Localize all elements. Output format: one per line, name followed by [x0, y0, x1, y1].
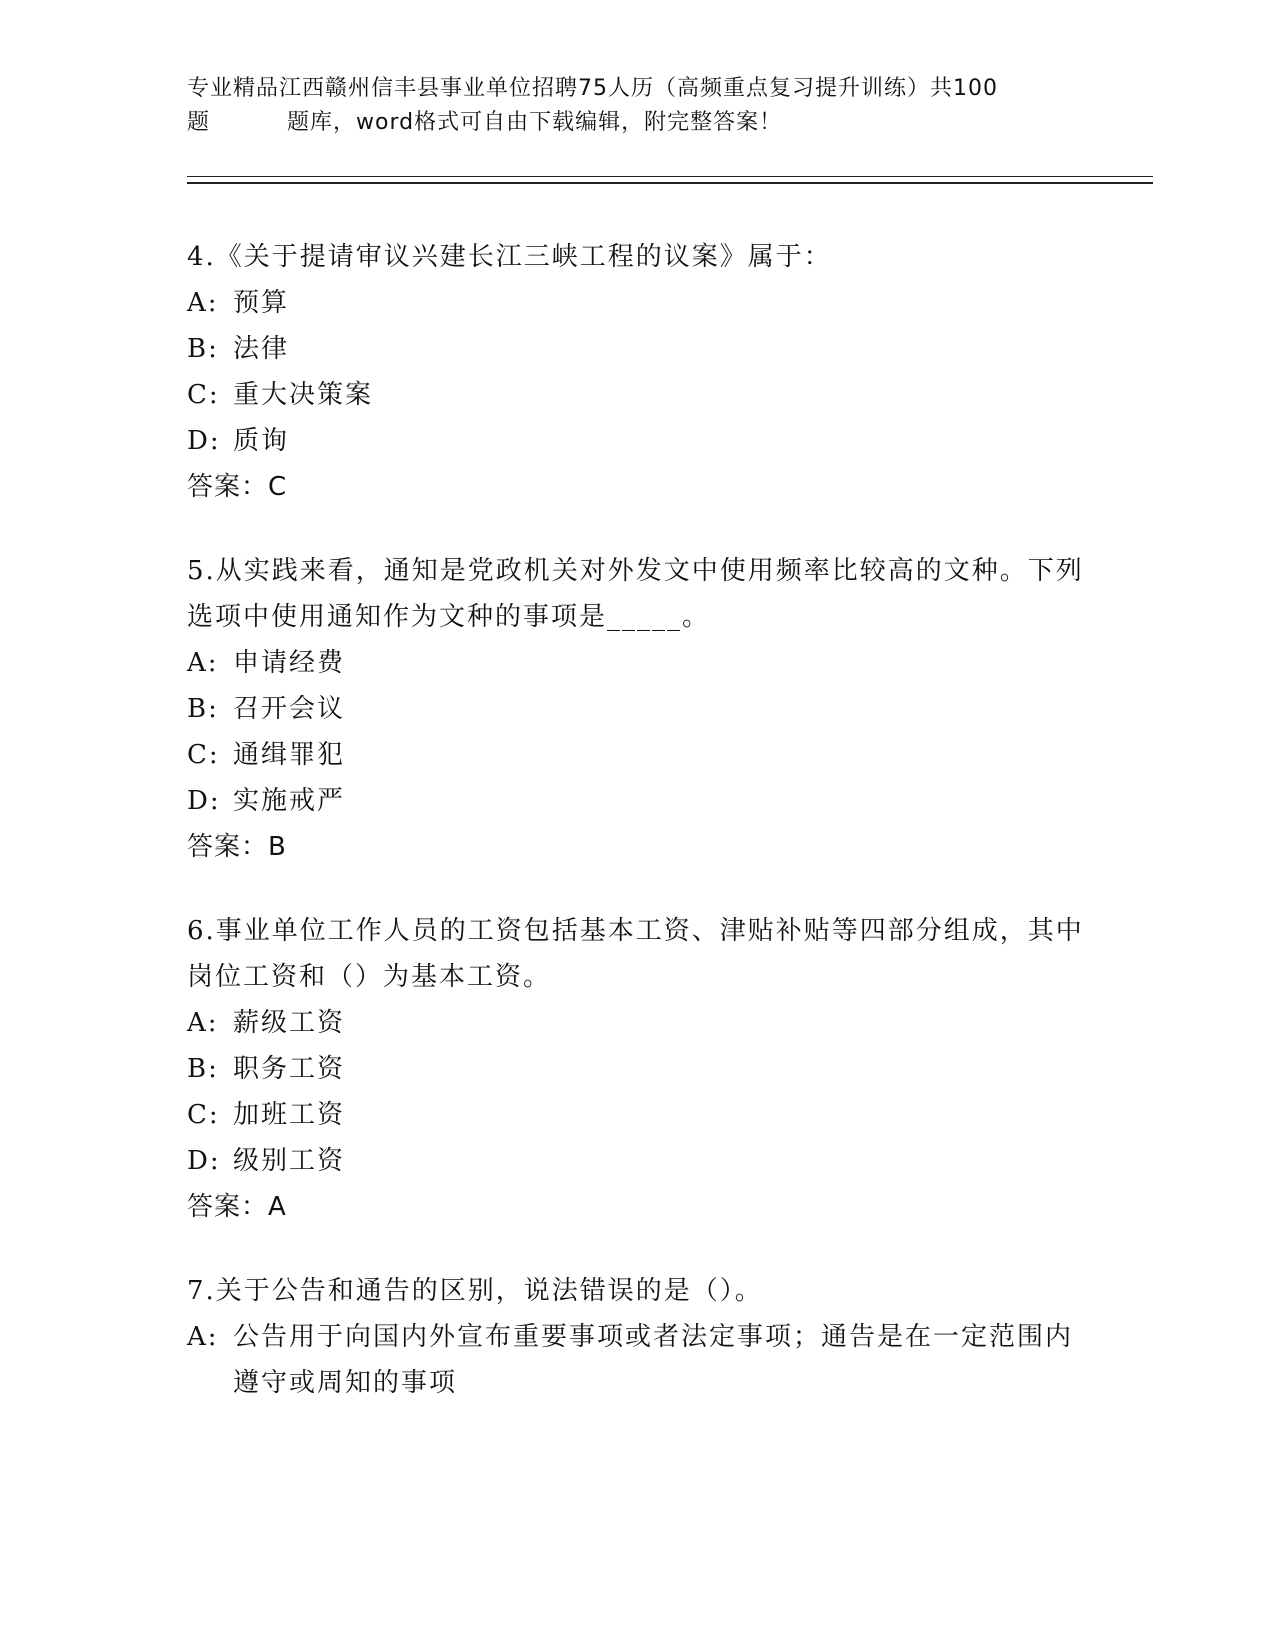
option-key: C:	[187, 740, 220, 770]
option-text: 质询	[233, 426, 290, 456]
header-divider-thick	[187, 182, 1153, 184]
document-header	[187, 72, 1087, 140]
answer-line: 答案：B	[187, 832, 287, 862]
option-text: 预算	[233, 288, 290, 318]
option-text: 召开会议	[233, 694, 346, 724]
option-key: B:	[187, 334, 219, 364]
option-b	[187, 1046, 1087, 1092]
question-list	[187, 234, 1087, 1444]
question-stem: 7.关于公告和通告的区别，说法错误的是（）。	[187, 1276, 763, 1306]
option-text: 申请经费	[233, 648, 346, 678]
answer-line: 答案：A	[187, 1192, 287, 1222]
option-key: B:	[187, 694, 219, 724]
option-key: A:	[187, 1008, 219, 1038]
header-subtitle-line	[187, 106, 1087, 140]
option-key: B:	[187, 1054, 219, 1084]
header-subtitle-first: 题	[187, 110, 211, 135]
question-item	[187, 234, 1087, 510]
option-c	[187, 1092, 1087, 1138]
option-key: A:	[187, 648, 219, 678]
option-key: D:	[187, 786, 221, 816]
option-key: D:	[187, 426, 221, 456]
option-text: 实施戒严	[233, 786, 346, 816]
header-subtitle-rest: 题库，word格式可自由下载编辑，附完整答案！	[287, 110, 783, 135]
option-d	[187, 1138, 1087, 1184]
option-text: 重大决策案	[233, 380, 374, 410]
option-text: 薪级工资	[233, 1008, 346, 1038]
option-a	[187, 1314, 1087, 1406]
question-item	[187, 908, 1087, 1230]
option-text: 加班工资	[233, 1100, 346, 1130]
question-stem: 4.《关于提请审议兴建长江三峡工程的议案》属于：	[187, 242, 832, 272]
option-key: C:	[187, 1100, 220, 1130]
option-a	[187, 280, 1087, 326]
option-key: C:	[187, 380, 220, 410]
option-c	[187, 372, 1087, 418]
option-a	[187, 1000, 1087, 1046]
option-text: 公告用于向国内外宣布重要事项或者法定事项；通告是在一定范围内遵守或周知的事项	[233, 1322, 1074, 1398]
option-text: 法律	[233, 334, 290, 364]
question-stem: 6.事业单位工作人员的工资包括基本工资、津贴补贴等四部分组成，其中岗位工资和（）为基本工资。	[187, 916, 1084, 992]
question-item	[187, 548, 1087, 870]
header-divider-thin	[187, 176, 1153, 177]
option-b	[187, 686, 1087, 732]
option-c	[187, 732, 1087, 778]
option-text: 职务工资	[233, 1054, 346, 1084]
question-stem: 5.从实践来看，通知是党政机关对外发文中使用频率比较高的文种。下列选项中使用通知作为文种的事项是_____。	[187, 556, 1084, 632]
option-text: 级别工资	[233, 1146, 346, 1176]
answer-line: 答案：C	[187, 472, 288, 502]
option-a	[187, 640, 1087, 686]
header-title-line: 专业精品江西赣州信丰县事业单位招聘75人历（高频重点复习提升训练）共100	[187, 76, 998, 101]
option-key: A:	[187, 288, 219, 318]
option-b	[187, 326, 1087, 372]
option-text: 通缉罪犯	[233, 740, 346, 770]
option-key: D:	[187, 1146, 221, 1176]
option-d	[187, 418, 1087, 464]
option-d	[187, 778, 1087, 824]
question-item	[187, 1268, 1087, 1406]
option-key: A:	[187, 1322, 219, 1352]
